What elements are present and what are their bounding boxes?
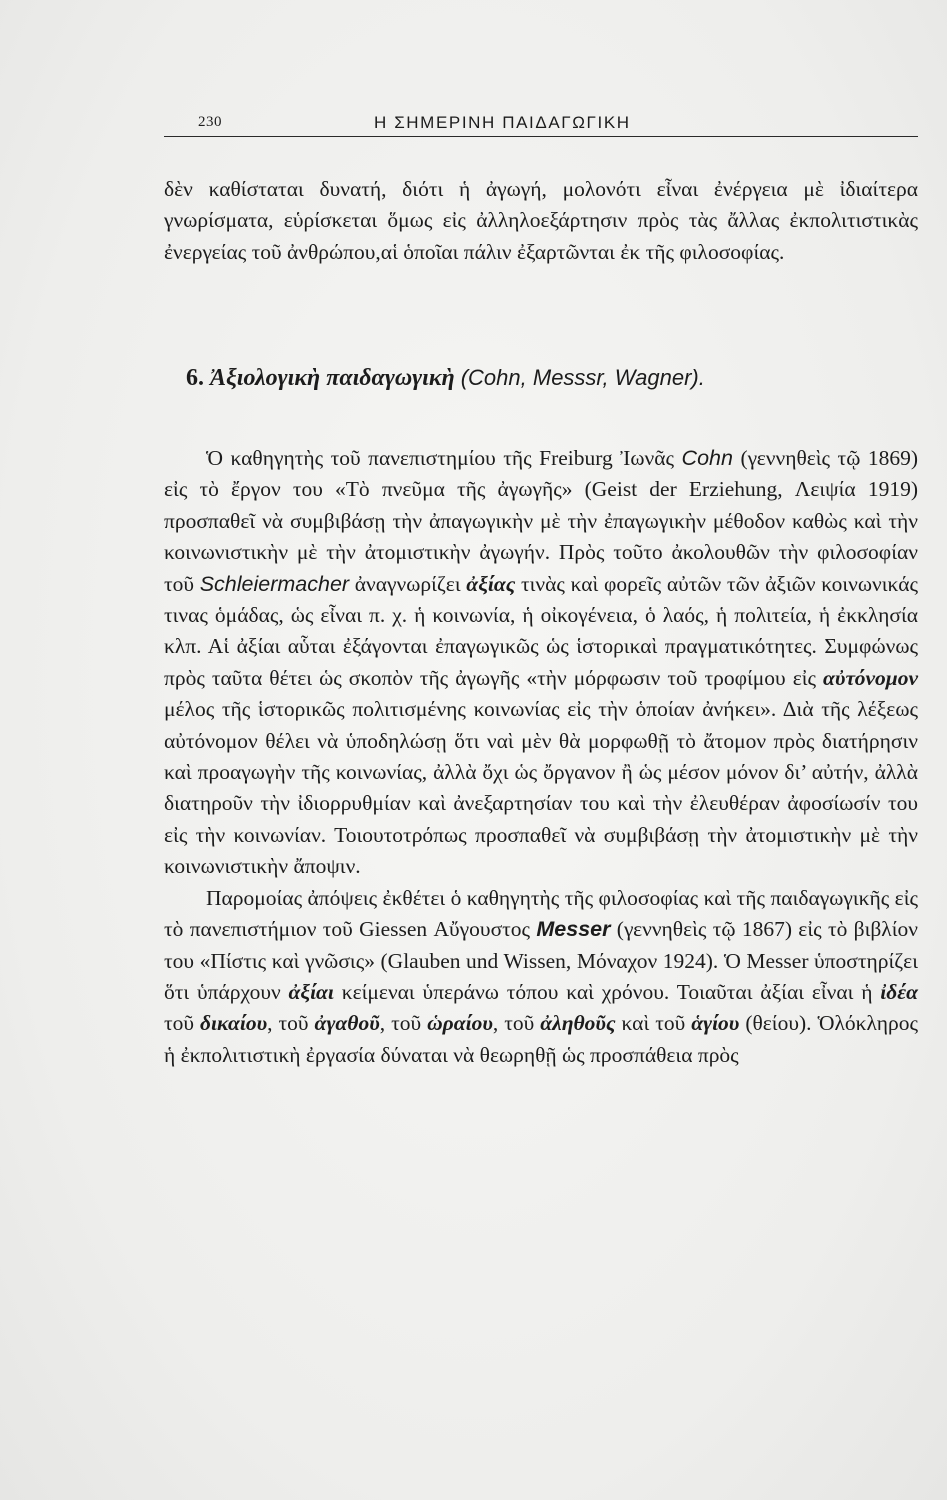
term-idea: ἰδέα [880,979,918,1004]
term-axias: ἀξίας [466,571,516,596]
running-head: Η ΣΗΜΕΡΙΝΗ ΠΑΙΔΑΓΩΓΙΚΗ [374,113,631,132]
text-run: καὶ τοῦ [615,1011,692,1036]
name-schleiermacher: Schleiermacher [199,571,350,596]
term-agiou: ἁγίου [691,1011,740,1036]
term-dikaiou: δικαίου [200,1011,268,1036]
text-run: (θείου). Ὁλόκληρος ἡ ἐκπολιτιστικὴ ἐργασία δύναται νὰ θεωρηθῇ ὡς προσπάθεια πρὸς [164,1011,918,1067]
paragraph-cohn [164,443,918,883]
intro-text-block [164,174,918,268]
text-run: Ὁ καθηγητὴς τοῦ πανεπιστημίου τῆς Freiburg Ἰωνᾶς [206,446,682,470]
section-names: (Cohn, Messsr, Wagner). [460,365,705,390]
text-run: , τοῦ [379,1011,428,1036]
text-run: ἀναγνωρίζει [349,571,467,596]
name-cohn: Cohn [681,446,733,470]
text-run: , τοῦ [267,1011,315,1036]
main-text-block [164,443,918,1071]
name-messer: Messer [536,917,611,942]
text-run: , τοῦ [492,1011,541,1036]
term-axiai: ἀξίαι [288,979,334,1004]
text-run: κείμεναι ὑπεράνω τόπου καὶ χρόνου. Τοιαῦται ἀξίαι εἶναι ἡ [333,979,881,1004]
term-autonomon: αὐτόνομον [823,665,918,690]
text-run: (γεννηθεὶς τῷ 1869) εἰς τὸ ἔργον του «Τὸ πνεῦμα τῆς ἀγωγῆς» (Geist der Erziehung, Λειψία 1919) προσπαθεῖ νὰ συμβιβάσῃ τὴν ἀπαγωγικὴν μὲ τὴν ἐπαγωγικὴν μέθοδον καθὼς καὶ τὴν κοινωνιστικὴν μὲ τὴν ἀτομιστικὴν ἀγωγήν. Πρὸς τοῦτο ἀκολουθῶν τὴν φιλοσοφίαν τοῦ [164,446,918,596]
text-run: Παρομοίας ἀπόψεις ἐκθέτει ὁ καθηγητὴς τῆς φιλοσοφίας καὶ τῆς παιδαγωγικῆς εἰς τὸ πανεπιστήμιον τοῦ Giessen Αὔγουστος [164,885,918,942]
term-oraiou: ὡραίου [427,1011,493,1036]
text-run: (γεννηθεὶς τῷ 1867) εἰς τὸ βιβλίον του «Πίστις καὶ γνῶσις» (Glauben und Wissen, Μόναχον 1924). Ὁ Messer ὑποστηρίζει ὅτι ὑπάρχουν [164,917,918,1004]
intro-paragraph: δὲν καθίσταται δυνατή, διότι ἡ ἀγωγή, μολονότι εἶναι ἐνέργεια μὲ ἰδιαίτερα γνωρίσματα, εὑρίσκεται ὅμως εἰς ἀλληλοεξάρτησιν πρὸς τὰς ἄλλας ἐκπολιτιστικὰς ἐνεργείας τοῦ ἀνθρώπου,αἱ ὁποῖαι πάλιν ἐξαρτῶνται ἐκ τῆς φιλοσοφίας. [164,177,918,264]
section-heading [186,361,918,395]
page-header [164,112,918,137]
section-title: Ἀξιολογικὴ παιδαγωγικὴ [210,365,455,391]
page-number: 230 [198,114,222,130]
text-run: τοῦ [164,1011,201,1036]
term-agathou: ἀγαθοῦ [314,1011,380,1036]
section-number: 6. [186,365,204,391]
text-run: τινὰς καὶ φορεῖς αὐτῶν τῶν ἀξιῶν κοινωνικάς τινας ὁμάδας, ὡς εἶναι π. χ. ἡ κοινωνία, ἡ οἰκογένεια, ὁ λαός, ἡ πολιτεία, ἡ ἐκκλησία κλπ. Αἱ ἀξίαι αὗται ἐξάγονται ἐπαγωγικῶς ὡς ἱστορικαὶ πραγματικότητες. Συμφώνως πρὸς ταῦτα θέτει ὡς σκοπὸν τῆς ἀγωγῆς «τὴν μόρφωσιν τοῦ τροφίμου εἰς [164,571,918,690]
paragraph-messer [164,883,918,1071]
term-alithous: ἀληθοῦς [540,1011,616,1036]
text-run: μέλος τῆς ἱστορικῶς πολιτισμένης κοινωνίας εἰς τὴν ὁποίαν ἀνήκει». Διὰ τῆς λέξεως αὐτόνομον θέλει νὰ ὑποδηλώσῃ ὅτι ναὶ μὲν θὰ μορφωθῇ τὸ ἄτομον πρὸς διατήρησιν καὶ προαγωγὴν τῆς κοινωνίας, ἀλλὰ ὄχι ὡς ὄργανον ἢ ὡς μέσον μόνον δι’ αὐτήν, ἀλλὰ διατηροῦν τὴν ἰδιορρυθμίαν καὶ ἀνεξαρτησίαν του καὶ τὴν ἐλευθέραν ἀφοσίωσίν του εἰς τὴν κοινωνίαν. Τοιουτοτρόπως προσπαθεῖ νὰ συμβιβάσῃ τὴν ἀτομιστικὴν μὲ τὴν κοινωνιστικὴν ἄποψιν. [164,697,918,879]
